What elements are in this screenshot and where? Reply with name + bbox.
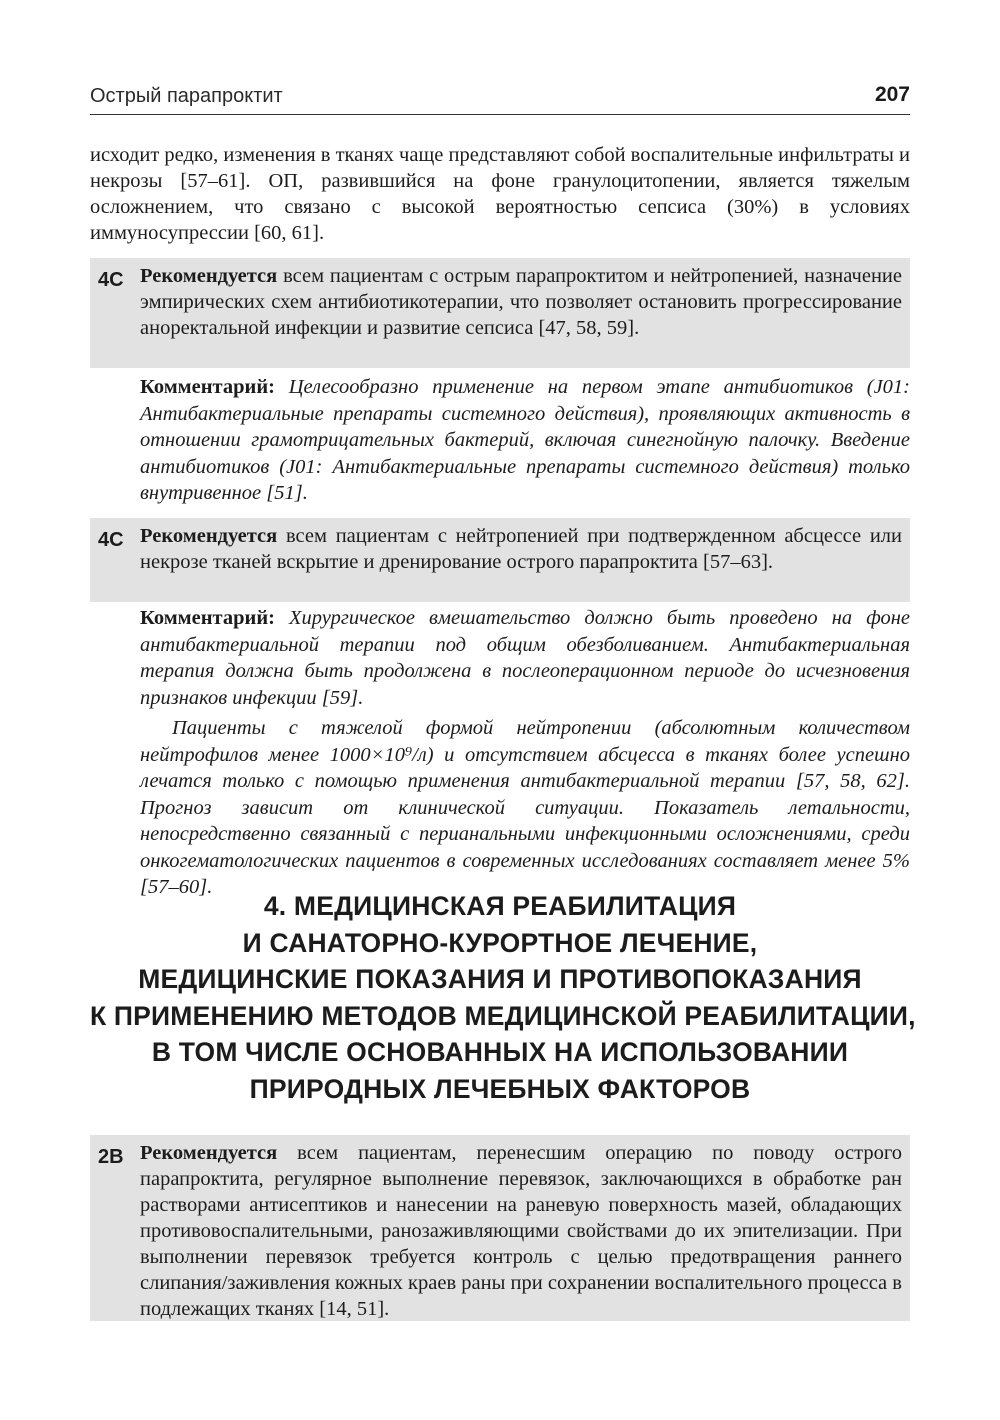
recommendation-keyword: Рекомендуется: [140, 265, 278, 287]
section-heading: [90, 888, 916, 1107]
running-title: Острый парапроктит: [90, 85, 283, 107]
comment-body: Хирургическое вмешательство должно быть проведено на фоне антибактериальной терапии под общим обезболиванием. Антибактериальная терапия должна быть продолжена в послеоперационном периоде до исчезновения признаков инфекции [59].: [140, 607, 910, 709]
intro-paragraph: исходит редко, изменения в тканях чаще представляют собой воспалительные инфильтраты и некрозы [57–61]. ОП, развившийся на фоне гранулоцитопении, является тяжелым осложнением, что связано с высокой вероятностью сепсиса (30%) в условиях иммуносупрессии [60, 61].: [90, 144, 910, 244]
section-heading-line: В ТОМ ЧИСЛЕ ОСНОВАННЫХ НА ИСПОЛЬЗОВАНИИ: [151, 1037, 849, 1067]
comment-body: Целесообразно применение на первом этапе антибиотиков (J01: Антибактериальные препараты системного действия), проявляющих активность в отношении грамотрицательных бактерий, включая синегнойную палочку. Введение антибиотиков (J01: Антибактериальные препараты системного действия) только внутривенное [51].: [140, 376, 910, 504]
comment-text: [140, 605, 910, 711]
recommendation-keyword: Рекомендуется: [140, 1142, 278, 1164]
section-heading-line: 4. МЕДИЦИНСКАЯ РЕАБИЛИТАЦИЯ: [263, 891, 737, 921]
recommendation-block: [90, 1135, 910, 1321]
evidence-grade-badge: 4C: [98, 269, 124, 291]
recommendation-text: [140, 258, 902, 341]
comment-text: [140, 374, 910, 507]
section-heading-line: К ПРИМЕНЕНИЮ МЕТОДОВ МЕДИЦИНСКОЙ РЕАБИЛИТАЦИИ,: [90, 1000, 916, 1031]
evidence-grade-badge: 2B: [98, 1146, 124, 1168]
comment-block: [140, 605, 910, 901]
recommendation-body: всем пациентам с нейтропенией при подтвержденном абсцессе или некрозе тканей вскрытие и дренирование острого парапроктита [57–63].: [140, 525, 902, 573]
comment-block: [140, 374, 910, 507]
recommendation-body: всем пациентам, перенесшим операцию по поводу острого парапроктита, регулярное выполнение перевязок, заключающихся в обработке ран растворами антисептиков и нанесении на раневую поверхность мазей, обладающих противовоспалительными, ранозаживляющими свойствами до их эпителизации. При выполнении перевязок требуется контроль с целью предотвращения раннего слипания/заживления кожных краев раны при сохранении воспалительного процесса в подлежащих тканях [14, 51].: [140, 1142, 902, 1320]
recommendation-block: [90, 518, 910, 602]
comment-paragraph: Пациенты с тяжелой формой нейтропении (абсолютным количеством нейтрофилов менее 1000×10⁹/л) и отсутствием абсцесса в тканях более успешно лечатся только с помощью применения антибактериальной терапии [57, 58, 62]. Прогноз зависит от клинической ситуации. Показатель летальности, непосредственно связанный с перианальными инфекционными осложнениями, среди онкогематологических пациентов в современных исследованиях составляет менее 5% [57–60].: [140, 717, 910, 898]
section-heading-line: И САНАТОРНО-КУРОРТНОЕ ЛЕЧЕНИЕ,: [242, 927, 758, 958]
comment-label: Комментарий:: [140, 607, 275, 629]
recommendation-block: [90, 258, 910, 368]
comment-label: Комментарий:: [140, 376, 275, 398]
recommendation-body: всем пациентам с острым парапроктитом и нейтропенией, назначение эмпирических схем антибиотикотерапии, что позволяет остановить прогрессирование аноректальной инфекции и развитие сепсиса [47, 58, 59].: [140, 265, 902, 339]
recommendation-text: [140, 518, 902, 575]
section-heading-line: МЕДИЦИНСКИЕ ПОКАЗАНИЯ И ПРОТИВОПОКАЗАНИЯ: [138, 964, 862, 994]
page-number: 207: [874, 83, 910, 106]
running-header: [90, 82, 910, 115]
recommendation-text: [140, 1135, 902, 1322]
recommendation-keyword: Рекомендуется: [140, 525, 278, 547]
evidence-grade-badge: 4C: [98, 529, 124, 551]
section-heading-line: ПРИРОДНЫХ ЛЕЧЕБНЫХ ФАКТОРОВ: [249, 1073, 751, 1104]
